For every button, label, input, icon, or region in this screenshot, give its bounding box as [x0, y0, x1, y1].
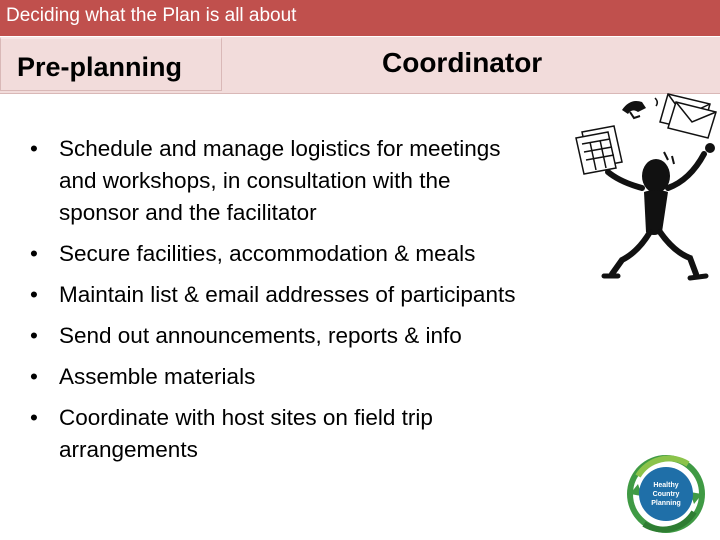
tab-label: Pre-planning	[17, 52, 183, 82]
list-item	[30, 361, 610, 393]
list-item	[30, 133, 610, 229]
healthy-country-planning-logo	[624, 454, 708, 534]
bullet-list	[30, 133, 610, 475]
list-item-text: Send out announcements, reports & info	[59, 323, 462, 348]
bullet-dot: •	[30, 136, 38, 161]
list-item-text: Schedule and manage logistics for meetings	[59, 136, 501, 161]
logo-text: Country	[652, 491, 680, 498]
list-item-text: Assemble materials	[59, 364, 256, 389]
list-item-text: Maintain list & email addresses of participants	[59, 282, 516, 307]
role-panel	[224, 37, 720, 92]
role-heading: Coordinator	[382, 47, 543, 78]
list-item-text: sponsor and the facilitator	[59, 200, 317, 225]
list-item	[30, 238, 610, 270]
bullet-dot: •	[30, 282, 38, 307]
bullet-dot: •	[30, 405, 38, 430]
bullet-dot: •	[30, 323, 38, 348]
bullet-dot: •	[30, 364, 38, 389]
logo-text: Planning	[651, 500, 681, 507]
slide-section-title: Deciding what the Plan is all about	[6, 5, 297, 26]
bullet-dot: •	[30, 241, 38, 266]
list-item	[30, 402, 610, 466]
list-item-text: Coordinate with host sites on field trip	[59, 405, 433, 430]
tab-pre-planning[interactable]	[0, 37, 222, 91]
list-item-text: and workshops, in consultation with the	[59, 168, 451, 193]
tab-row	[0, 37, 720, 94]
juggling-person-icon	[560, 92, 720, 292]
logo-text: Healthy	[653, 482, 679, 489]
header-bar	[0, 0, 720, 36]
list-item-text: arrangements	[59, 437, 198, 462]
list-item	[30, 320, 610, 352]
list-item-text: Secure facilities, accommodation & meals	[59, 241, 476, 266]
list-item	[30, 279, 610, 311]
